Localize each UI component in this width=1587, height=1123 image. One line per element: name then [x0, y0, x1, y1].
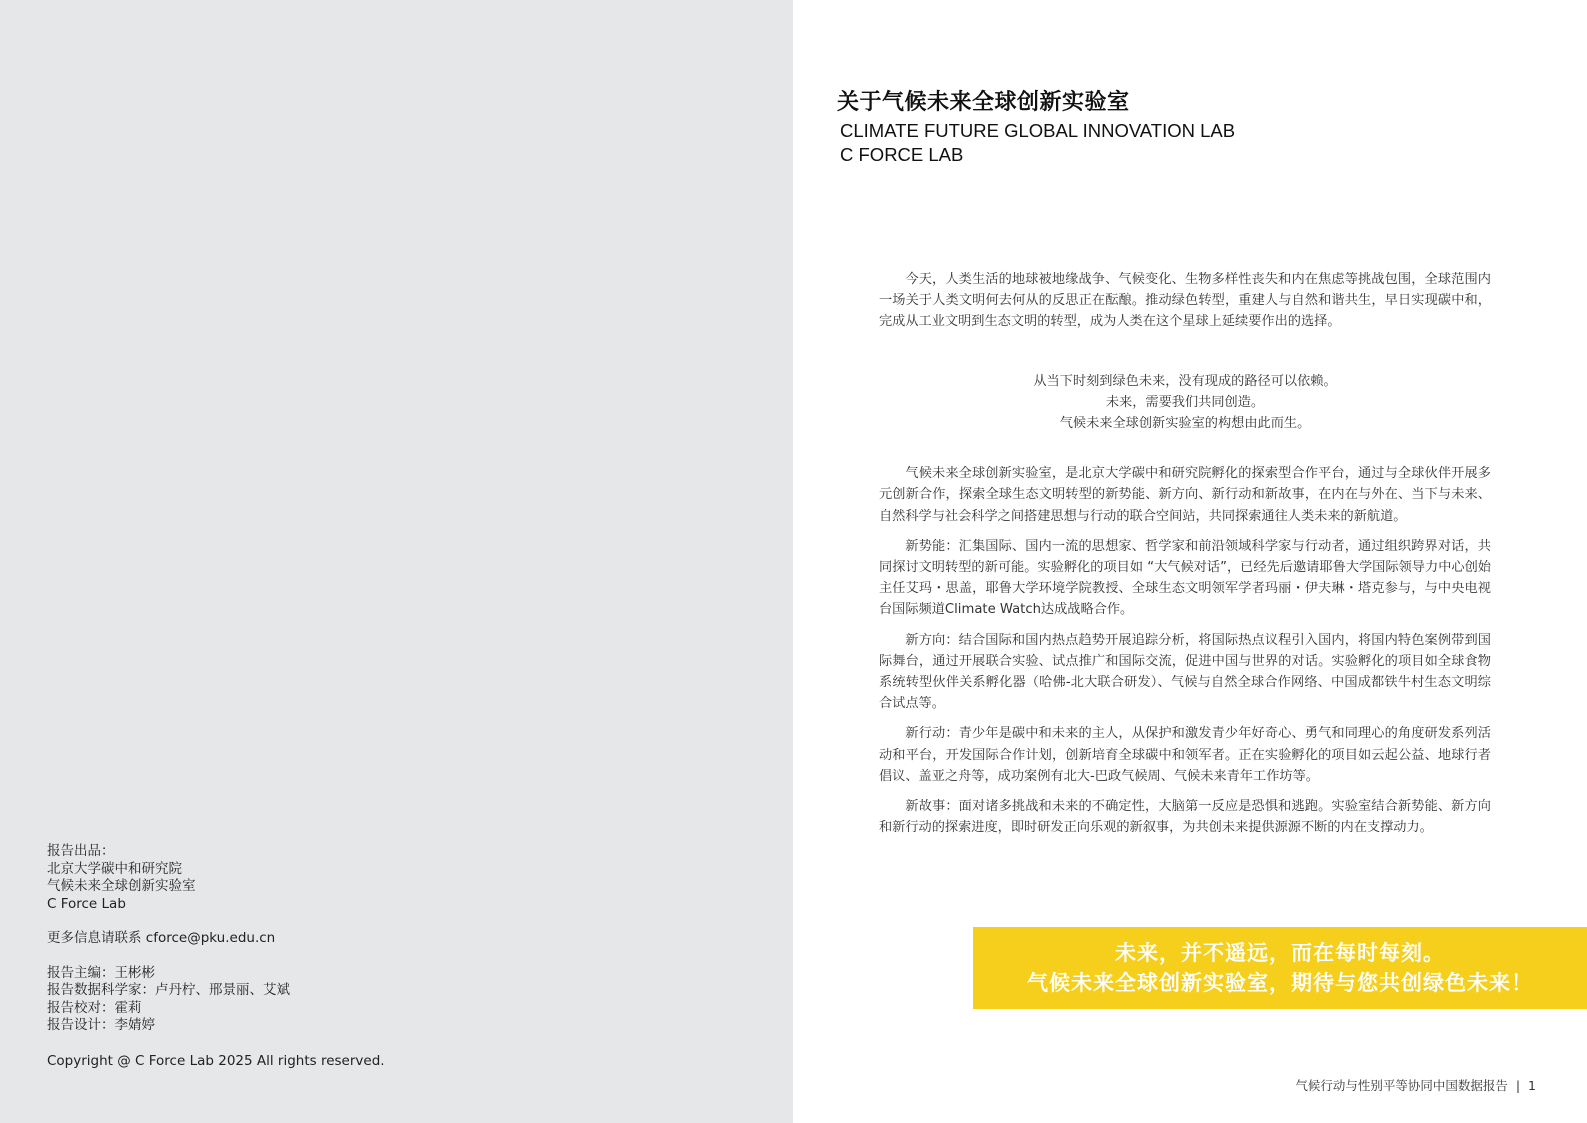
page-title-zh: 关于气候未来全球创新实验室	[837, 90, 1130, 115]
producer-lab: 气候未来全球创新实验室	[47, 878, 196, 894]
new-direction-paragraph: 新方向：结合国际和国内热点趋势开展追踪分析，将国际热点议程引入国内，将国内特色案例带到国际舞台，通过开展联合实验、试点推广和国际交流，促进中国与世界的对话。实验孵化的项目如全球食物系统转型伙伴关系孵化器（哈佛-北大联合研发）、气候与自然全球合作网络、中国成都铁牛村生态文明综合试点等。	[879, 632, 1491, 712]
slogan-banner	[973, 927, 1587, 1009]
left-page	[0, 0, 793, 1123]
new-momentum-paragraph: 新势能：汇集国际、国内一流的思想家、哲学家和前沿领域科学家与行动者，通过组织跨界对话，共同探讨文明转型的新可能。实验孵化的项目如 “大气候对话”，已经先后邀请耶鲁大学国际领导力中心创始主任艾玛・思盖，耶鲁大学环境学院教授、全球生态文明领军学者玛丽・伊夫琳・塔克参与，与中央电视台国际频道Climate Watch达成战略合作。	[879, 538, 1491, 618]
new-action-paragraph: 新行动：青少年是碳中和未来的主人，从保护和激发青少年好奇心、勇气和同理心的角度研发系列活动和平台，开发国际合作计划，创新培育全球碳中和领军者。正在实验孵化的项目如云起公益、地球行者倡议、盖亚之舟等，成功案例有北大-巴政气候周、气候未来青年工作坊等。	[879, 726, 1491, 784]
producer-label: 报告出品：	[47, 843, 115, 859]
slogan-line-2: 气候未来全球创新实验室，期待与您共创绿色未来！	[1027, 971, 1533, 995]
centered-line-2: 未来，需要我们共同创造。	[1105, 394, 1265, 410]
report-credits	[47, 843, 547, 1070]
page-footer	[1295, 1076, 1536, 1094]
chief-editor: 报告主编：王彬彬	[47, 964, 155, 981]
lab-description-paragraph: 气候未来全球创新实验室，是北京大学碳中和研究院孵化的探索型合作平台，通过与全球伙伴开展多元创新合作，探索全球生态文明转型的新势能、新方向、新行动和新故事，在内在与外在、当下与未来、自然科学与社会科学之间搭建思想与行动的联合空间站，共同探索通往人类未来的新航道。	[879, 466, 1491, 524]
designer: 报告设计：李婧婷	[47, 1017, 155, 1033]
footer-separator: |	[1515, 1078, 1521, 1093]
right-page	[793, 0, 1587, 1123]
body-text	[879, 269, 1491, 847]
page-number: 1	[1528, 1078, 1536, 1093]
producer-lab-en: C Force Lab	[47, 895, 126, 912]
page-title-en-line-2: C FORCE LAB	[840, 144, 964, 165]
new-story-paragraph: 新故事：面对诸多挑战和未来的不确定性，大脑第一反应是恐惧和逃跑。实验室结合新势能、新方向和新行动的探索进度，即时研发正向乐观的新叙事，为共创未来提供源源不断的内在支撑动力。	[879, 799, 1491, 836]
producer-institute: 北京大学碳中和研究院	[47, 860, 182, 877]
page-title-en	[840, 119, 1235, 167]
centered-line-3: 气候未来全球创新实验室的构想由此而生。	[1059, 416, 1311, 432]
data-scientists: 报告数据科学家：卢丹柠、邢景丽、艾斌	[47, 982, 290, 998]
proofreader: 报告校对：霍莉	[47, 999, 142, 1016]
centered-line-1: 从当下时刻到绿色未来，没有现成的路径可以依赖。	[1033, 373, 1337, 389]
page-title-en-line-1: CLIMATE FUTURE GLOBAL INNOVATION LAB	[840, 120, 1236, 141]
intro-paragraph: 今天，人类生活的地球被地缘战争、气候变化、生物多样性丧失和内在焦虑等挑战包围，全球范围内一场关于人类文明何去何从的反思正在酝酿。推动绿色转型，重建人与自然和谐共生，早日实现碳中和，完成从工业文明到生态文明的转型，成为人类在这个星球上延续要作出的选择。	[879, 272, 1491, 330]
copyright-notice: Copyright @ C Force Lab 2025 All rights reserved.	[47, 1052, 385, 1069]
contact-info: 更多信息请联系 cforce@pku.edu.cn	[47, 930, 276, 946]
centered-statement	[879, 371, 1491, 435]
footer-report-title: 气候行动与性别平等协同中国数据报告	[1295, 1078, 1508, 1093]
slogan-line-1: 未来，并不遥远，而在每时每刻。	[1115, 941, 1445, 965]
